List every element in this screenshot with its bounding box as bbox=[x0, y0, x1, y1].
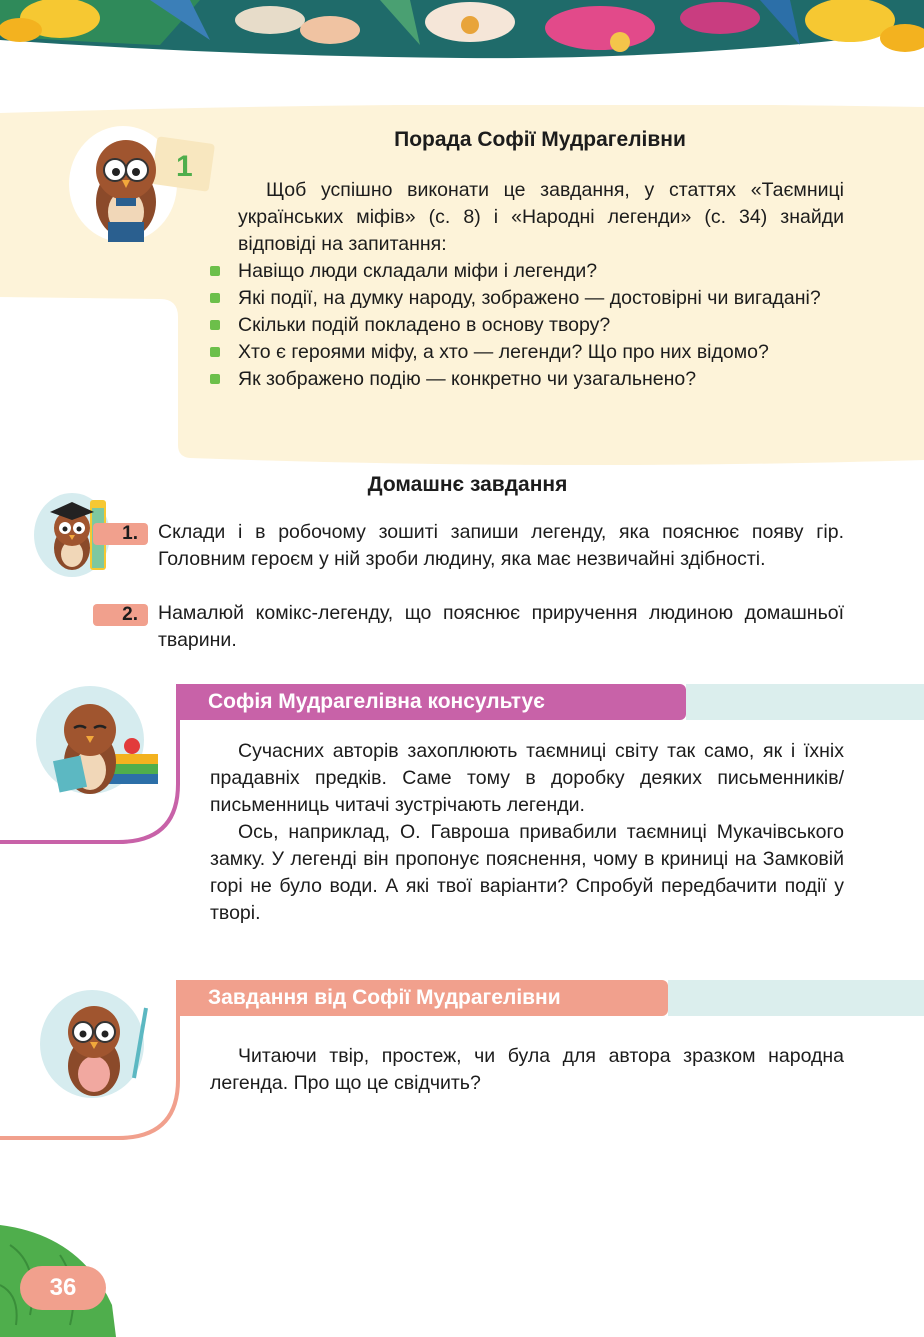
owl-with-pointer-illustration bbox=[38, 988, 158, 1106]
bullet-square-icon bbox=[210, 293, 220, 303]
bullet-square-icon bbox=[210, 347, 220, 357]
list-item: Які події, на думку народу, зображено — достовірні чи вигадані? bbox=[208, 285, 844, 312]
tip-intro: Щоб успішно виконати це завдання, у статтях «Таємниці українських міфів» (с. 8) і «Народні легенди» (с. 34) знайди відповіді на запитання: bbox=[238, 179, 844, 255]
task-header: Завдання від Софії Мудрагелівни bbox=[176, 980, 668, 1016]
task-number-badge: 1. bbox=[93, 523, 148, 545]
owl-with-books-illustration bbox=[34, 684, 164, 810]
homework-title: Домашнє завдання bbox=[367, 473, 568, 496]
consult-header: Софія Мудрагелівна консультує bbox=[176, 684, 686, 720]
bullet-square-icon bbox=[210, 320, 220, 330]
list-item: Як зображено подію — конкретно чи узагальнено? bbox=[208, 366, 844, 393]
tip-question-list bbox=[208, 258, 844, 393]
homework-task-2-text: Намалюй комікс-легенду, що пояснює приручення людиною домашньої тварини. bbox=[158, 602, 844, 651]
task-paragraph: Читаючи твір, простеж, чи була для автора зразком народна легенда. Про що це свідчить? bbox=[210, 1045, 844, 1094]
homework-task-1-text: Склади і в робочому зошиті запиши легенду, яка пояснює появу гір. Головним героєм у ній зроби людину, яка має незвичайні здібності. bbox=[158, 521, 844, 570]
bullet-square-icon bbox=[210, 374, 220, 384]
owl-with-sign-illustration bbox=[68, 122, 218, 254]
consult-paragraph-2: Ось, наприклад, О. Гавроша привабили таємниці Мукачівського замку. У легенді він пропонує пояснення, чому в криниці на Замковій горі не було води. А які твої варіанти? Спробуй передбачити події у творі. bbox=[210, 821, 844, 924]
list-item: Навіщо люди складали міфи і легенди? bbox=[208, 258, 844, 285]
page-number: 36 bbox=[20, 1266, 106, 1310]
tip-title: Порада Софії Мудрагелівни bbox=[394, 128, 686, 151]
task-number-badge: 2. bbox=[93, 604, 148, 626]
bullet-square-icon bbox=[210, 266, 220, 276]
consult-paragraph-1: Сучасних авторів захоплюють таємниці світу так само, як і їхніх прадавніх предків. Саме тому в доробку деяких письменників/письменниць читачі зустрічають легенди. bbox=[210, 740, 844, 816]
floral-banner bbox=[0, 0, 924, 70]
list-item: Хто є героями міфу, а хто — легенди? Що про них відомо? bbox=[208, 339, 844, 366]
task-header-strip bbox=[668, 980, 924, 1016]
sign-number: 1 bbox=[176, 150, 193, 183]
consult-header-strip bbox=[686, 684, 924, 720]
list-item: Скільки подій покладено в основу твору? bbox=[208, 312, 844, 339]
